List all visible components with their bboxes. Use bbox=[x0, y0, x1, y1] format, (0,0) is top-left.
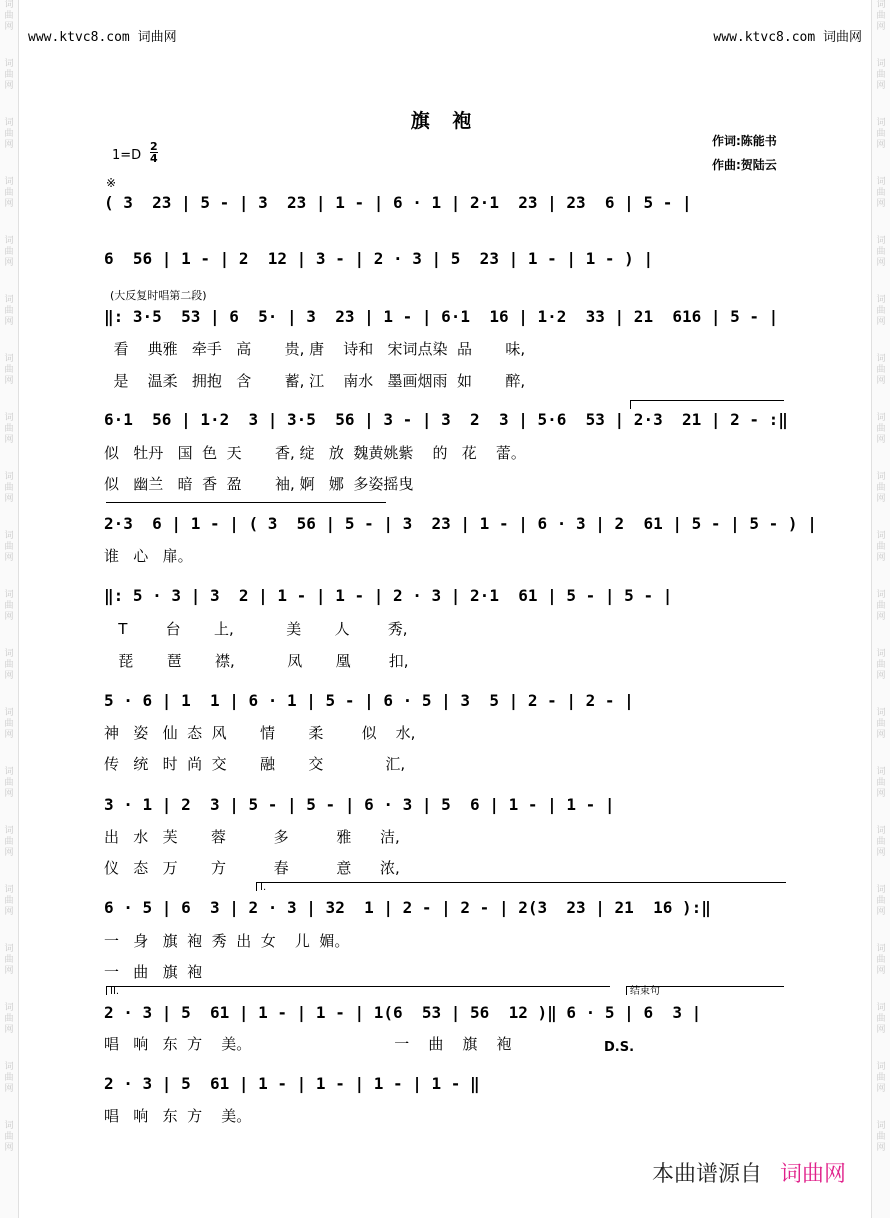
watermark-text: 词曲网 bbox=[876, 885, 886, 917]
watermark-text: 词曲网 bbox=[4, 944, 14, 976]
watermark-text: 词曲网 bbox=[4, 649, 14, 681]
time-signature bbox=[150, 141, 158, 164]
notation-line-8: 3 · 1 | 2 3 | 5 - | 5 - | 6 · 3 | 5 6 | 1 - | 1 - | bbox=[104, 795, 615, 814]
watermark-text: 词曲网 bbox=[4, 885, 14, 917]
lyric-line-10a: 唱 响 东 方 美。 一 曲 旗 袍 bbox=[104, 1035, 512, 1053]
notation-line-7: 5 · 6 | 1 1 | 6 · 1 | 5 - | 6 · 5 | 3 5 | 2 - | 2 - | bbox=[104, 691, 634, 710]
watermark-text: 词曲网 bbox=[876, 236, 886, 268]
footer-source bbox=[652, 1157, 846, 1188]
watermark-text: 词曲网 bbox=[4, 531, 14, 563]
watermark-text: 词曲网 bbox=[876, 531, 886, 563]
composer-credit: 作曲:贺陆云 bbox=[712, 158, 777, 172]
lyric-line-7a: 神 姿 仙 态 风 情 柔 似 水, bbox=[104, 724, 416, 742]
time-sig-bottom: 4 bbox=[150, 152, 158, 165]
lyric-line-3a: 看 典雅 牵手 高 贵, 唐 诗和 宋词点染 品 味, bbox=[104, 340, 526, 358]
notation-line-5: 2·3 6 | 1 - | ( 3 56 | 5 - | 3 23 | 1 - | 6 · 3 | 2 61 | 5 - | 5 - ) | bbox=[104, 514, 817, 533]
footer-site-link[interactable]: 词曲网 bbox=[779, 1162, 846, 1187]
watermark-text: 词曲网 bbox=[4, 708, 14, 740]
watermark-text: 词曲网 bbox=[4, 1062, 14, 1094]
header-site-right: www.ktvc8.com 词曲网 bbox=[713, 30, 862, 45]
watermark-text: 词曲网 bbox=[876, 944, 886, 976]
lyric-line-4b: 似 幽兰 暗 香 盈 袖, 婀 娜 多姿摇曳 bbox=[104, 475, 414, 493]
watermark-text: 词曲网 bbox=[876, 59, 886, 91]
watermark-text: 词曲网 bbox=[876, 0, 886, 32]
watermark-text: 词曲网 bbox=[4, 354, 14, 386]
watermark-text: 词曲网 bbox=[876, 413, 886, 445]
volta-1-bracket: I. bbox=[256, 882, 786, 891]
song-title: 旗 袍 bbox=[410, 110, 480, 132]
watermark-text: 词曲网 bbox=[876, 472, 886, 504]
right-watermark-strip bbox=[871, 0, 890, 1218]
watermark-text: 词曲网 bbox=[4, 0, 14, 32]
watermark-text: 词曲网 bbox=[4, 236, 14, 268]
volta-bracket-top bbox=[630, 400, 784, 409]
watermark-text: 词曲网 bbox=[876, 826, 886, 858]
watermark-text: 词曲网 bbox=[4, 590, 14, 622]
notation-line-4: 6·1 56 | 1·2 3 | 3·5 56 | 3 - | 3 2 3 | 5·6 53 | 2·3 21 | 2 - :‖ bbox=[104, 410, 788, 429]
watermark-text: 词曲网 bbox=[4, 177, 14, 209]
watermark-text: 词曲网 bbox=[4, 295, 14, 327]
watermark-text: 词曲网 bbox=[4, 767, 14, 799]
lyric-line-8a: 出 水 芙 蓉 多 雅 洁, bbox=[104, 828, 400, 846]
watermark-text: 词曲网 bbox=[4, 472, 14, 504]
time-sig-top: 2 bbox=[150, 140, 158, 153]
watermark-text: 词曲网 bbox=[876, 1062, 886, 1094]
watermark-text: 词曲网 bbox=[4, 118, 14, 150]
notation-line-2: 6 56 | 1 - | 2 12 | 3 - | 2 · 3 | 5 23 | 1 - | 1 - ) | bbox=[104, 249, 654, 268]
watermark-text: 词曲网 bbox=[876, 118, 886, 150]
lyric-line-6b: 琵 琶 襟, 凤 凰 扣, bbox=[104, 652, 409, 670]
notation-line-10: 2 · 3 | 5 61 | 1 - | 1 - | 1(6 53 | 56 12 )‖ 6 · 5 | 6 3 | bbox=[104, 1003, 702, 1022]
watermark-text: 词曲网 bbox=[876, 1003, 886, 1035]
notation-line-9: 6 · 5 | 6 3 | 2 · 3 | 32 1 | 2 - | 2 - | 2(3 23 | 21 16 ):‖ bbox=[104, 898, 711, 917]
notation-line-11: 2 · 3 | 5 61 | 1 - | 1 - | 1 - | 1 - ‖ bbox=[104, 1074, 480, 1093]
watermark-text: 词曲网 bbox=[876, 590, 886, 622]
watermark-text: 词曲网 bbox=[876, 708, 886, 740]
watermark-text: 词曲网 bbox=[876, 767, 886, 799]
header-site-left: www.ktvc8.com 词曲网 bbox=[28, 30, 177, 45]
footer-source-label: 本曲谱源自 bbox=[651, 1162, 762, 1187]
repeat-note: (大反复时唱第二段) bbox=[110, 289, 207, 302]
watermark-text: 词曲网 bbox=[876, 354, 886, 386]
notation-line-1: ( 3 23 | 5 - | 3 23 | 1 - | 6 · 1 | 2·1 23 | 23 6 | 5 - | bbox=[104, 193, 692, 212]
lyric-line-6a: T 台 上, 美 人 秀, bbox=[104, 620, 408, 638]
watermark-text: 词曲网 bbox=[876, 1121, 886, 1153]
watermark-text: 词曲网 bbox=[4, 413, 14, 445]
lyric-line-5a: 谁 心 扉。 bbox=[104, 547, 193, 565]
notation-line-6: ‖: 5 · 3 | 3 2 | 1 - | 1 - | 2 · 3 | 2·1 61 | 5 - | 5 - | bbox=[104, 586, 673, 605]
lyric-line-3b: 是 温柔 拥抱 含 蓄, 江 南水 墨画烟雨 如 醉, bbox=[104, 372, 526, 390]
watermark-text: 词曲网 bbox=[876, 295, 886, 327]
watermark-text: 词曲网 bbox=[4, 1121, 14, 1153]
segno-mark: ※ bbox=[106, 176, 117, 190]
ds-mark: D.S. bbox=[604, 1040, 635, 1055]
lyricist-credit: 作词:陈能书 bbox=[712, 134, 777, 148]
lyric-line-9a: 一 身 旗 袍 秀 出 女 儿 媚。 bbox=[104, 932, 350, 950]
watermark-text: 词曲网 bbox=[4, 59, 14, 91]
notation-line-3: ‖: 3·5 53 | 6 5· | 3 23 | 1 - | 6·1 16 | 1·2 33 | 21 616 | 5 - | bbox=[104, 307, 779, 326]
lyric-line-9b: 一 曲 旗 袍 bbox=[104, 963, 203, 981]
volta-rule bbox=[106, 502, 386, 503]
watermark-text: 词曲网 bbox=[876, 649, 886, 681]
ending-bracket: 结束句 bbox=[626, 986, 784, 995]
lyric-line-7b: 传 统 时 尚 交 融 交 汇, bbox=[104, 755, 406, 773]
key-signature: 1=D bbox=[112, 148, 142, 163]
lyric-line-11a: 唱 响 东 方 美。 bbox=[104, 1107, 252, 1125]
watermark-text: 词曲网 bbox=[4, 826, 14, 858]
lyric-line-4a: 似 牡丹 国 色 天 香, 绽 放 魏黄姚紫 的 花 蕾。 bbox=[104, 444, 526, 462]
lyric-line-8b: 仪 态 万 方 春 意 浓, bbox=[104, 859, 400, 877]
watermark-text: 词曲网 bbox=[4, 1003, 14, 1035]
watermark-text: 词曲网 bbox=[876, 177, 886, 209]
left-watermark-strip bbox=[0, 0, 19, 1218]
volta-2-bracket: II. bbox=[106, 986, 610, 995]
